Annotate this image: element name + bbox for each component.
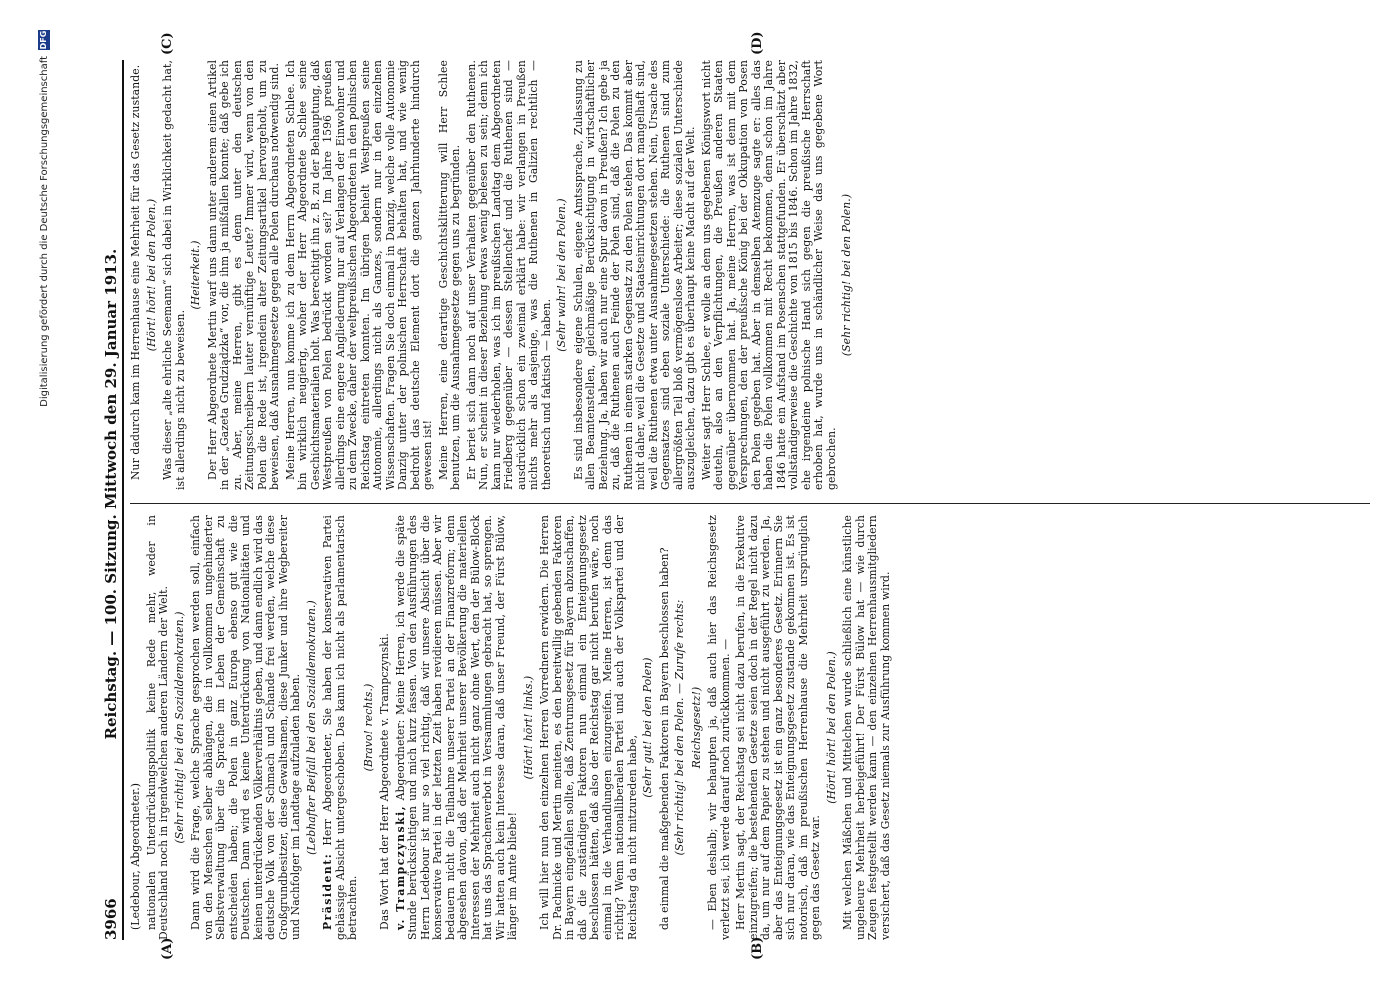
paragraph: da einmal die maßgebenden Faktoren in Bayern beschlossen haben? [657,547,671,930]
paragraph: Mit welchen Mäßchen und Mittelchen wurde schließlich eine künstliche ungeheure Mehrheit herbeigeführt! Der Fürst Bülow hat — wie durch Zeugen festgestellt werden kann — den einzelnen Herrenhausmitgliedern versichert, daß das Gesetz niemals zur Ausführung kommen wird. [841,515,892,940]
paragraph: nationalen Unterdrückungspolitik keine Rede mehr, weder in Deutschland noch in irgendwelchen anderen Ländern der Welt. [144,515,170,940]
paragraph: Es sind insbesondere eigene Schulen, eigene Amtssprache, Zulassung zu allen Beamtenstellen, gleichmäßige Berücksichtigung in wirtschaftlicher Beziehung. Ja, haben wir auch nur eine Spur davon in Preußen? Ich gebe ja zu, daß die Ruthenen auch Feinde der Polen sind, daß die Polen zu den Ruthenen in einem starken Gegensatz zu den Polen stehen. Das kommt aber nicht daher, weil die Gesetze und Staatseinrichtungen dort mangelhaft sind, weil die Ruthenen etwa unter Ausnahmegesetzen stehen. Nein, Ursache des Gegensatzes sind eben soziale Unterschiede: die Ruthenen sind zum allergrößten Teil bloß vermögenslose Arbeiter; diese sozialen Unterschiede auszugleichen, dazu gibt es überhaupt keine Macht auf der Welt. [571,60,697,490]
paragraph: Weiter sagt Herr Schlee, er wolle an dem uns gegebenen Königswort nicht deuteln, also an den Verpflichtungen, die Preußen anderen Staaten gegenüber übernommen hat. Ja, meine Herren, was ist denn mit dem Versprechungen, den der preußische König bei der Okkupation von Posen den Polen gegeben hat. Aber in demselben Atemzuge sagte er: alles das haben die Polen vollkommen mit Recht bekommen, denn schon im Jahre 1846 hatte ein Aufstand im Posenschen stattgefunden. Er überschätzt aber vollständigerweise die Geschichte von 1815 bis 1846. Schon im Jahre 1832, ehe irgendeine polnische Hand sich gegen die preußische Herrschaft erhoben hat, wurde uns in schändlicher Weise das uns gegebene Wort gebrochen. [699,60,838,490]
paragraph: — Eben deshalb; wir behaupten ja, daß auch hier das Reichsgesetz verletzt sei, ich werde darauf noch zurückkommen. — [706,515,732,940]
credit-text: Digitalisierung gefördert durch die Deutsche Forschungsgemeinschaft [38,56,50,407]
page-title: Reichstag. — 100. Sitzung. Mittwoch den 29. Januar 1913. [102,248,120,740]
interjection: Reichsgesetz!) [689,686,703,769]
margin-marker-b: (B) [750,936,765,960]
rotated-page [30,30,1383,1000]
interjection: (Bravo! rechts.) [361,683,375,772]
paragraph: Dann wird die Frage, welche Sprache gesprochen werden soll, einfach von den Menschen selber abhängen, die in vollkommen ungehinderter Selbstverwaltung über die Sprache im Leben der Gemeinschaft zu entscheiden haben; die Polen in ganz Europa ebenso gut wie die Deutschen. Dann wird es keine Unterdrückung von Nationalitäten und keinen unterdrückenden Völkerverhältnis geben, und dann endlich wird das deutsche Volk von der Schmach und Schande frei werden, welche diese Großgrundbesitzer, diese Gewaltsamen, diese Junker und ihre Wegbereiter und Nachfolger im Landtage aufzuladen haben. [189,515,302,940]
paragraph: Meine Herren, eine derartige Geschichtsklitterung will Herr Schlee benutzen, um die Ausnahmegesetze gegen uns zu begründen. [436,60,462,490]
interjection: (Heiterkeit.) [189,240,202,310]
interjection: (Hört! hört! links.) [521,675,535,780]
speaker-name: Präsident: [321,852,334,930]
speaker-text: Abgeordneter: Meine Herren, ich werde die späte Stunde berücksichtigen und mich kurz fassen. Von den Ausführungen des Herrn Ledebour ist nur so viel richtig, daß wir unsere Absicht über die konservative Partei in der letzten Zeit haben revidieren müssen. Aber wir bedauern nicht die Teilnahme unserer Partei an der Finanzreform; denn abgesehen davon, daß der Mehrheit unserer Bevölkerung die materiellen Interessen der Mehrheit auch nicht ganz ohne Wert, den der Bülow-Block hat uns das Sprachenverbot in Versammlungen gebracht hat, so sprengen. Wir hatten auch kein Interesse daran, daß unser Freund, der Fürst Bülow, länger im Amte bliebe! [393,515,519,940]
paragraph: Der Herr Abgeordnete Mertin warf uns dann unter anderem einen Artikel in der „Gazeta Grudziądzka“ vor, die ihm ja mißfallen konnte; daß gebe ich zu. Aber, meine Herren, gibt es denn unter den deutschen Zeitungsschreibern lauter vernünftige Leute? Immer wird, wenn von den Polen die Rede ist, irgendein alter Zeitungsartikel hervorgeholt, um zu beweisen, daß Ausnahmegesetze gegen alle Polen durchaus notwendig sind. [205,60,281,490]
page-header [100,60,124,940]
paragraph: Meine Herren, nun komme ich zu dem Herrn Abgeordneten Schlee. Ich bin wirklich neugierig, woher der Herr Abgeordnete Schlee seine Geschichtsmaterialien holt. Was berechtigt ihn z. B. zu der Behauptung, daß Westpreußen von Polen bedrückt worden sei? Im Jahre 1596 preußen allerdings eine engere Angliederung nur auf Verlangen der Einwohner und zu dem Zwecke, daher der weltpreußischen Abgeordneten in den polnischen Reichstag eintreten konnten. Im übrigen behielt Westpreußen seine Autonomie, allerdings nicht als Ganzes, sondern nur in den einzelnen Wissenschaften. Fragen Sie doch einmal in Danzig, welche volle Autonomie Danzig unter der polnischen Herrschaft behalten hat, und wie wenig bedroht das deutsche Element dort die ganzen Jahrhunderte hindurch gewesen ist! [283,60,434,490]
paragraph: Das Wort hat der Herr Abgeordnete v. Trampczynski. [378,633,391,930]
interjection: (Sehr richtig! bei den Polen. — Zurufe rechts: [673,599,686,856]
margin-marker-d: (D) [750,31,765,55]
page-number: 3966 [102,898,120,940]
interjection: (Sehr richtig! bei den Polen.) [840,193,853,357]
interjection: (Sehr gut! bei den Polen) [641,657,654,798]
interjection: (Lebhafter Beifall bei den Sozialdemokraten.) [304,600,318,855]
interjection: (Sehr wahr! bei den Polen.) [555,198,568,352]
speaker-name: v. Trampczynski, [393,805,407,930]
paragraph: Er beriet sich dann noch auf unser Verhalten gegenüber den Ruthenen. Nun, er scheint in dieser Beziehung etwas wenig belesen zu sein; denn ich kann nur wiederholen, was ich im preußischen Landtag dem Abgeordneten Friedberg gegenüber — dessen Stellenchef und die Ruthenen sind — ausdrücklich schon ein zweimal erklärt habe: wir verlangen in Preußen nichts mehr als dasjenige, was die Ruthenen in Galizien rechtlich — theoretisch und faktisch — haben. [464,60,553,490]
paragraph: Was dieser „alte ehrliche Seemann“ sich dabei in Wirklichkeit gedacht hat, ist allerdings nicht zu beweisen. [161,60,187,490]
speaker-text: Herr Abgeordneter, Sie haben der konservativen Partei gehässige Absicht untergeschoben. Das kann ich nicht als parlamentarisch betrachten. [321,515,359,940]
dfg-logo: DFG [39,30,48,50]
digitization-credit [38,30,50,1000]
margin-marker-c: (C) [160,32,175,55]
paragraph: (Ledebour, Abgeordneter.) [129,782,142,930]
interjection: (Hört! hört! bei den Polen.) [144,198,158,352]
interjection: (Sehr richtig! bei den Sozialdemokraten.) [172,611,186,844]
left-column [130,515,895,940]
speaker-paragraph [322,515,360,940]
interjection: (Hört! hört! bei den Polen.) [824,651,838,804]
paragraph: Herr Mertin sagt, der Reichstag sei nicht dazu berufen, in die Exekutive einzugreifen; die bestehenden Gesetze seien doch in der Regel nicht dazu da, um nur auf dem Papier zu stehen und nicht ausgeführt zu werden. Ja, aber das Enteignungsgesetz ist ein ganz besonderes Gesetz. Erinnern Sie sich nur daran, wie das Enteignungsgesetz zustande gekommen ist. Es ist notorisch, daß im preußischen Herrenhause die Mehrheit ursprünglich gegen das Gesetz war. [734,515,822,940]
speaker-paragraph [395,515,520,940]
right-column [130,60,858,490]
paragraph: Nur dadurch kam im Herrenhause eine Mehrheit für das Gesetz zustande. [129,64,142,480]
margin-marker-a: (A) [160,937,175,960]
paragraph: Ich will hier nun den einzelnen Herren Vorrednern erwidern. Die Herren Dr. Pachnicke und Mertin meinten, es den bereitwillig gebenden Faktoren in Bayern eingefallen sollte, daß Zentrumsgesetz für Bayern abzuschaffen, daß die zuständigen Faktoren nun einmal ein Enteignungsgesetz beschlossen hätten, daß also der Reichstag gar nicht berufen wäre, noch einmal in die Verhandlungen einzugreifen. Meine Herren, ist denn das richtig? Wenn nationalliberalen Partei und auch der Volkspartei und der Reichstag da nicht mitzureden habe, [538,515,639,940]
column-divider [130,503,1370,504]
